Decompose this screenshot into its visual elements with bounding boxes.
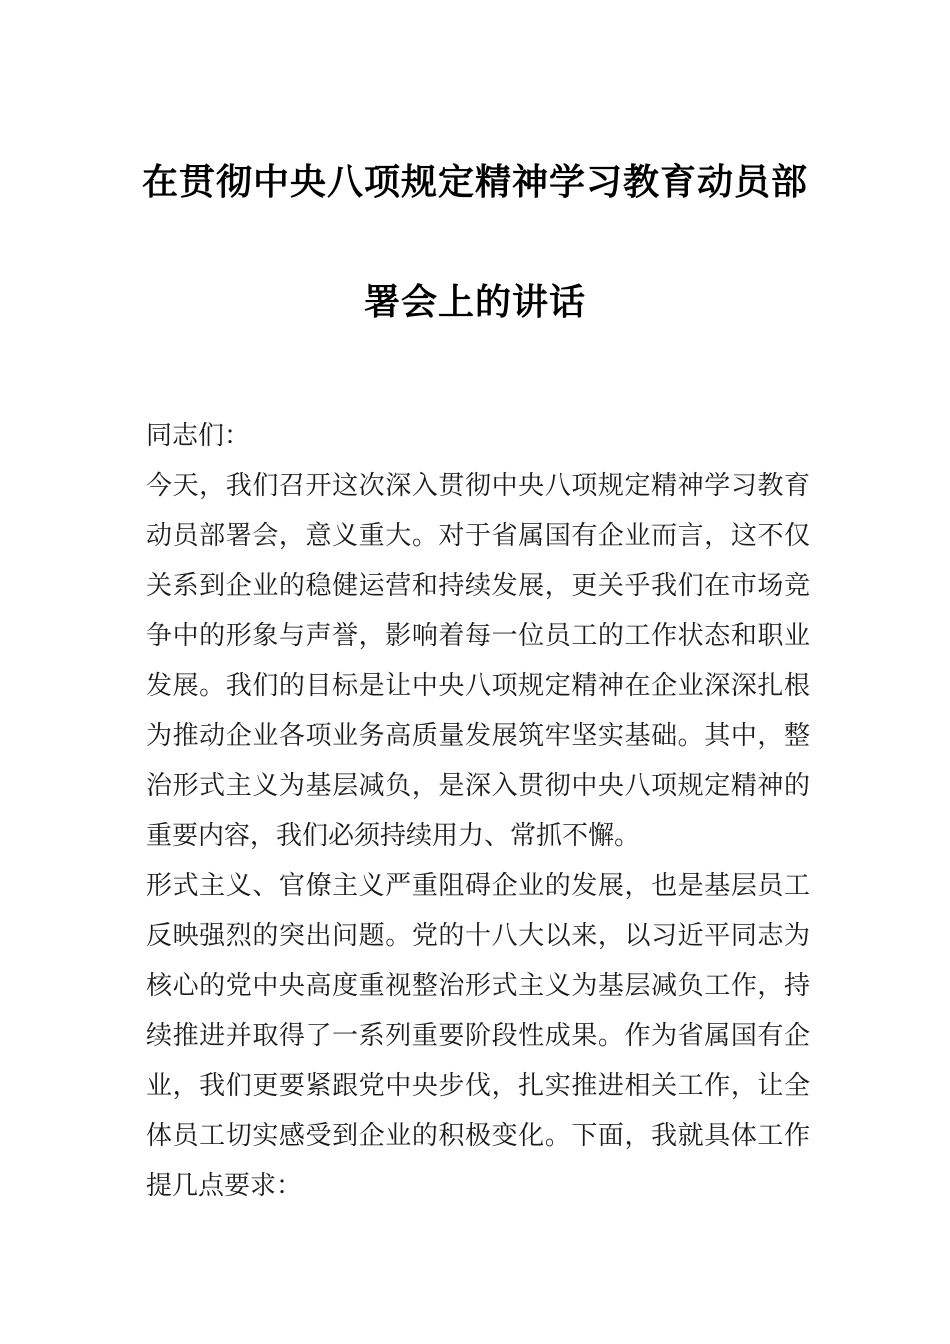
paragraph-line: 争中的形象与声誉，影响着每一位员工的工作状态和职业 bbox=[146, 621, 810, 651]
paragraph-line: 反映强烈的突出问题。党的十八大以来，以习近平同志为 bbox=[146, 921, 810, 951]
paragraph-line: 提几点要求： bbox=[146, 1171, 303, 1201]
paragraph-line: 业，我们更要紧跟党中央步伐，扎实推进相关工作，让全 bbox=[146, 1071, 810, 1101]
paragraph-line: 体员工切实感受到企业的积极变化。下面，我就具体工作 bbox=[146, 1121, 810, 1151]
paragraph-line: 治形式主义为基层减负，是深入贯彻中央八项规定精神的 bbox=[146, 771, 810, 801]
paragraph-line: 形式主义、官僚主义严重阻碍企业的发展，也是基层员工 bbox=[146, 871, 810, 901]
paragraph-line: 为推动企业各项业务高质量发展筑牢坚实基础。其中，整 bbox=[146, 721, 810, 751]
salutation: 同志们： bbox=[146, 421, 251, 451]
paragraph-2 bbox=[146, 861, 810, 1211]
document-title-line-2: 署会上的讲话 bbox=[363, 281, 586, 323]
document-title-line-1: 在贯彻中央八项规定精神学习教育动员部 bbox=[141, 161, 808, 203]
document-body bbox=[146, 411, 810, 1211]
paragraph-line: 发展。我们的目标是让中央八项规定精神在企业深深扎根 bbox=[146, 671, 810, 701]
paragraph-line: 今天，我们召开这次深入贯彻中央八项规定精神学习教育 bbox=[146, 471, 810, 501]
paragraph-1 bbox=[146, 461, 810, 861]
paragraph-line: 动员部署会，意义重大。对于省属国有企业而言，这不仅 bbox=[146, 521, 810, 551]
paragraph-line: 续推进并取得了一系列重要阶段性成果。作为省属国有企 bbox=[146, 1021, 810, 1051]
paragraph-line: 核心的党中央高度重视整治形式主义为基层减负工作，持 bbox=[146, 971, 810, 1001]
paragraph-line: 重要内容，我们必须持续用力、常抓不懈。 bbox=[146, 821, 641, 851]
paragraph-line: 关系到企业的稳健运营和持续发展，更关乎我们在市场竞 bbox=[146, 571, 810, 601]
